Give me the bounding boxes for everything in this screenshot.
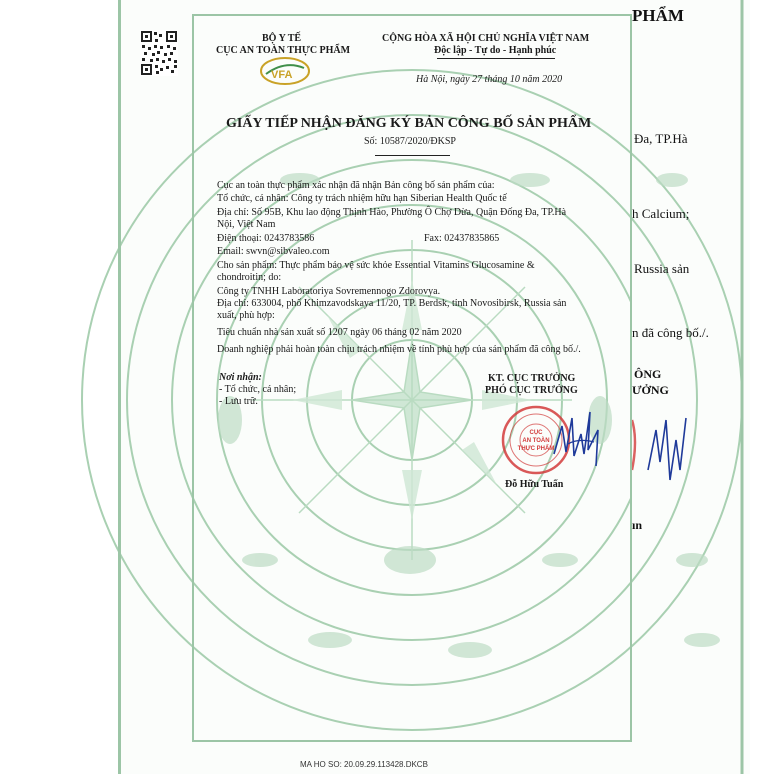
standard-line: Tiêu chuẩn nhà sản xuất số 1207 ngày 06 tháng 02 năm 2020 (217, 327, 462, 338)
signature-title-2: PHÓ CỤC TRƯỞNG (485, 385, 578, 396)
motto: Độc lập - Tự do - Hạnh phúc (434, 45, 557, 56)
manufacturer-address-1: Địa chỉ: 633004, phố Khimzavodskaya 11/20, TP. Berdsk, tỉnh Novosibirsk, Russia sản (217, 298, 567, 309)
email-line: Email: swvn@sibvaleo.com (217, 246, 330, 257)
right-fragment-address: Đa, TP.Hà (634, 131, 688, 146)
responsibility-line: Doanh nghiệp phải hoàn toàn chịu trách nhiệm về tính phù hợp của sản phẩm đã công bố./. (217, 344, 581, 355)
product-line-2: chondroitin; do: (217, 272, 282, 283)
address-line-1: Địa chỉ: Số 95B, Khu lao động Thịnh Hào, Phường Ô Chợ Dừa, Quận Đống Đa, TP.Hà (217, 207, 567, 218)
vfa-logo (258, 56, 312, 86)
phone-line: Điện thoại: 0243783586 (217, 233, 315, 244)
product-line-1: Cho sản phẩm: Thực phẩm bảo vệ sức khỏe Essential Vitamins Glucosamine & (217, 260, 535, 271)
document-number: Số: 10587/2020/ĐKSP (364, 136, 456, 147)
svg-text:CỤC: CỤC (529, 430, 543, 436)
handwritten-signature (548, 404, 608, 474)
right-fragment-maker: Russia sản (634, 261, 690, 276)
agency-name: CỤC AN TOÀN THỰC PHẨM (216, 45, 351, 56)
svg-text:AN TOÀN: AN TOÀN (522, 438, 550, 444)
document-title: GIẤY TIẾP NHẬN ĐĂNG KÝ BẢN CÔNG BỐ SẢN PHẨM (226, 116, 592, 131)
right-fragment-sign-1: ÔNG (634, 367, 662, 381)
recipient-item-2: - Lưu trữ. (219, 396, 258, 407)
title-underline (375, 155, 450, 156)
right-fragment-product: h Calcium; (632, 206, 690, 221)
motto-underline (437, 58, 555, 59)
signature-title-1: KT. CỤC TRƯỞNG (488, 373, 576, 384)
right-fragment-title: PHẨM (632, 6, 684, 25)
fax-line: Fax: 02437835865 (424, 233, 500, 244)
recipient-item-1: - Tổ chức, cá nhân; (219, 384, 297, 395)
svg-text:THỰC PHẨM: THỰC PHẨM (517, 446, 555, 452)
qr-code-icon (140, 30, 178, 76)
right-fragment-sign-2: ƯỞNG (632, 383, 669, 397)
right-duplicate-page (632, 0, 744, 774)
ministry-name: BỘ Y TẾ (262, 33, 302, 44)
logo-text: VFA (271, 69, 293, 81)
right-fragment-name: ın (632, 518, 643, 532)
signer-name: Đỗ Hữu Tuấn (505, 479, 564, 490)
organization-line: Tổ chức, cá nhân: Công ty trách nhiệm hữu hạn Siberian Health Quốc tế (217, 193, 507, 204)
manufacturer-address-2: xuất, phù hợp: (217, 310, 275, 321)
manufacturer-line: Công ty TNHH Laboratoriya Sovremennogo Zdorovya. (217, 286, 441, 297)
address-line-2: Nội, Việt Nam (217, 219, 276, 230)
file-code-footer: MA HO SO: 20.09.29.113428.DKCB (300, 760, 428, 769)
right-fragment-responsibility: n đã công bố./. (632, 325, 709, 340)
intro-text: Cục an toàn thực phẩm xác nhận đã nhận Bản công bố sản phẩm của: (217, 180, 495, 191)
country-name: CỘNG HÒA XÃ HỘI CHỦ NGHĨA VIỆT NAM (382, 33, 590, 44)
date-line: Hà Nội, ngày 27 tháng 10 năm 2020 (416, 74, 563, 85)
recipients-heading: Nơi nhận: (219, 372, 262, 383)
